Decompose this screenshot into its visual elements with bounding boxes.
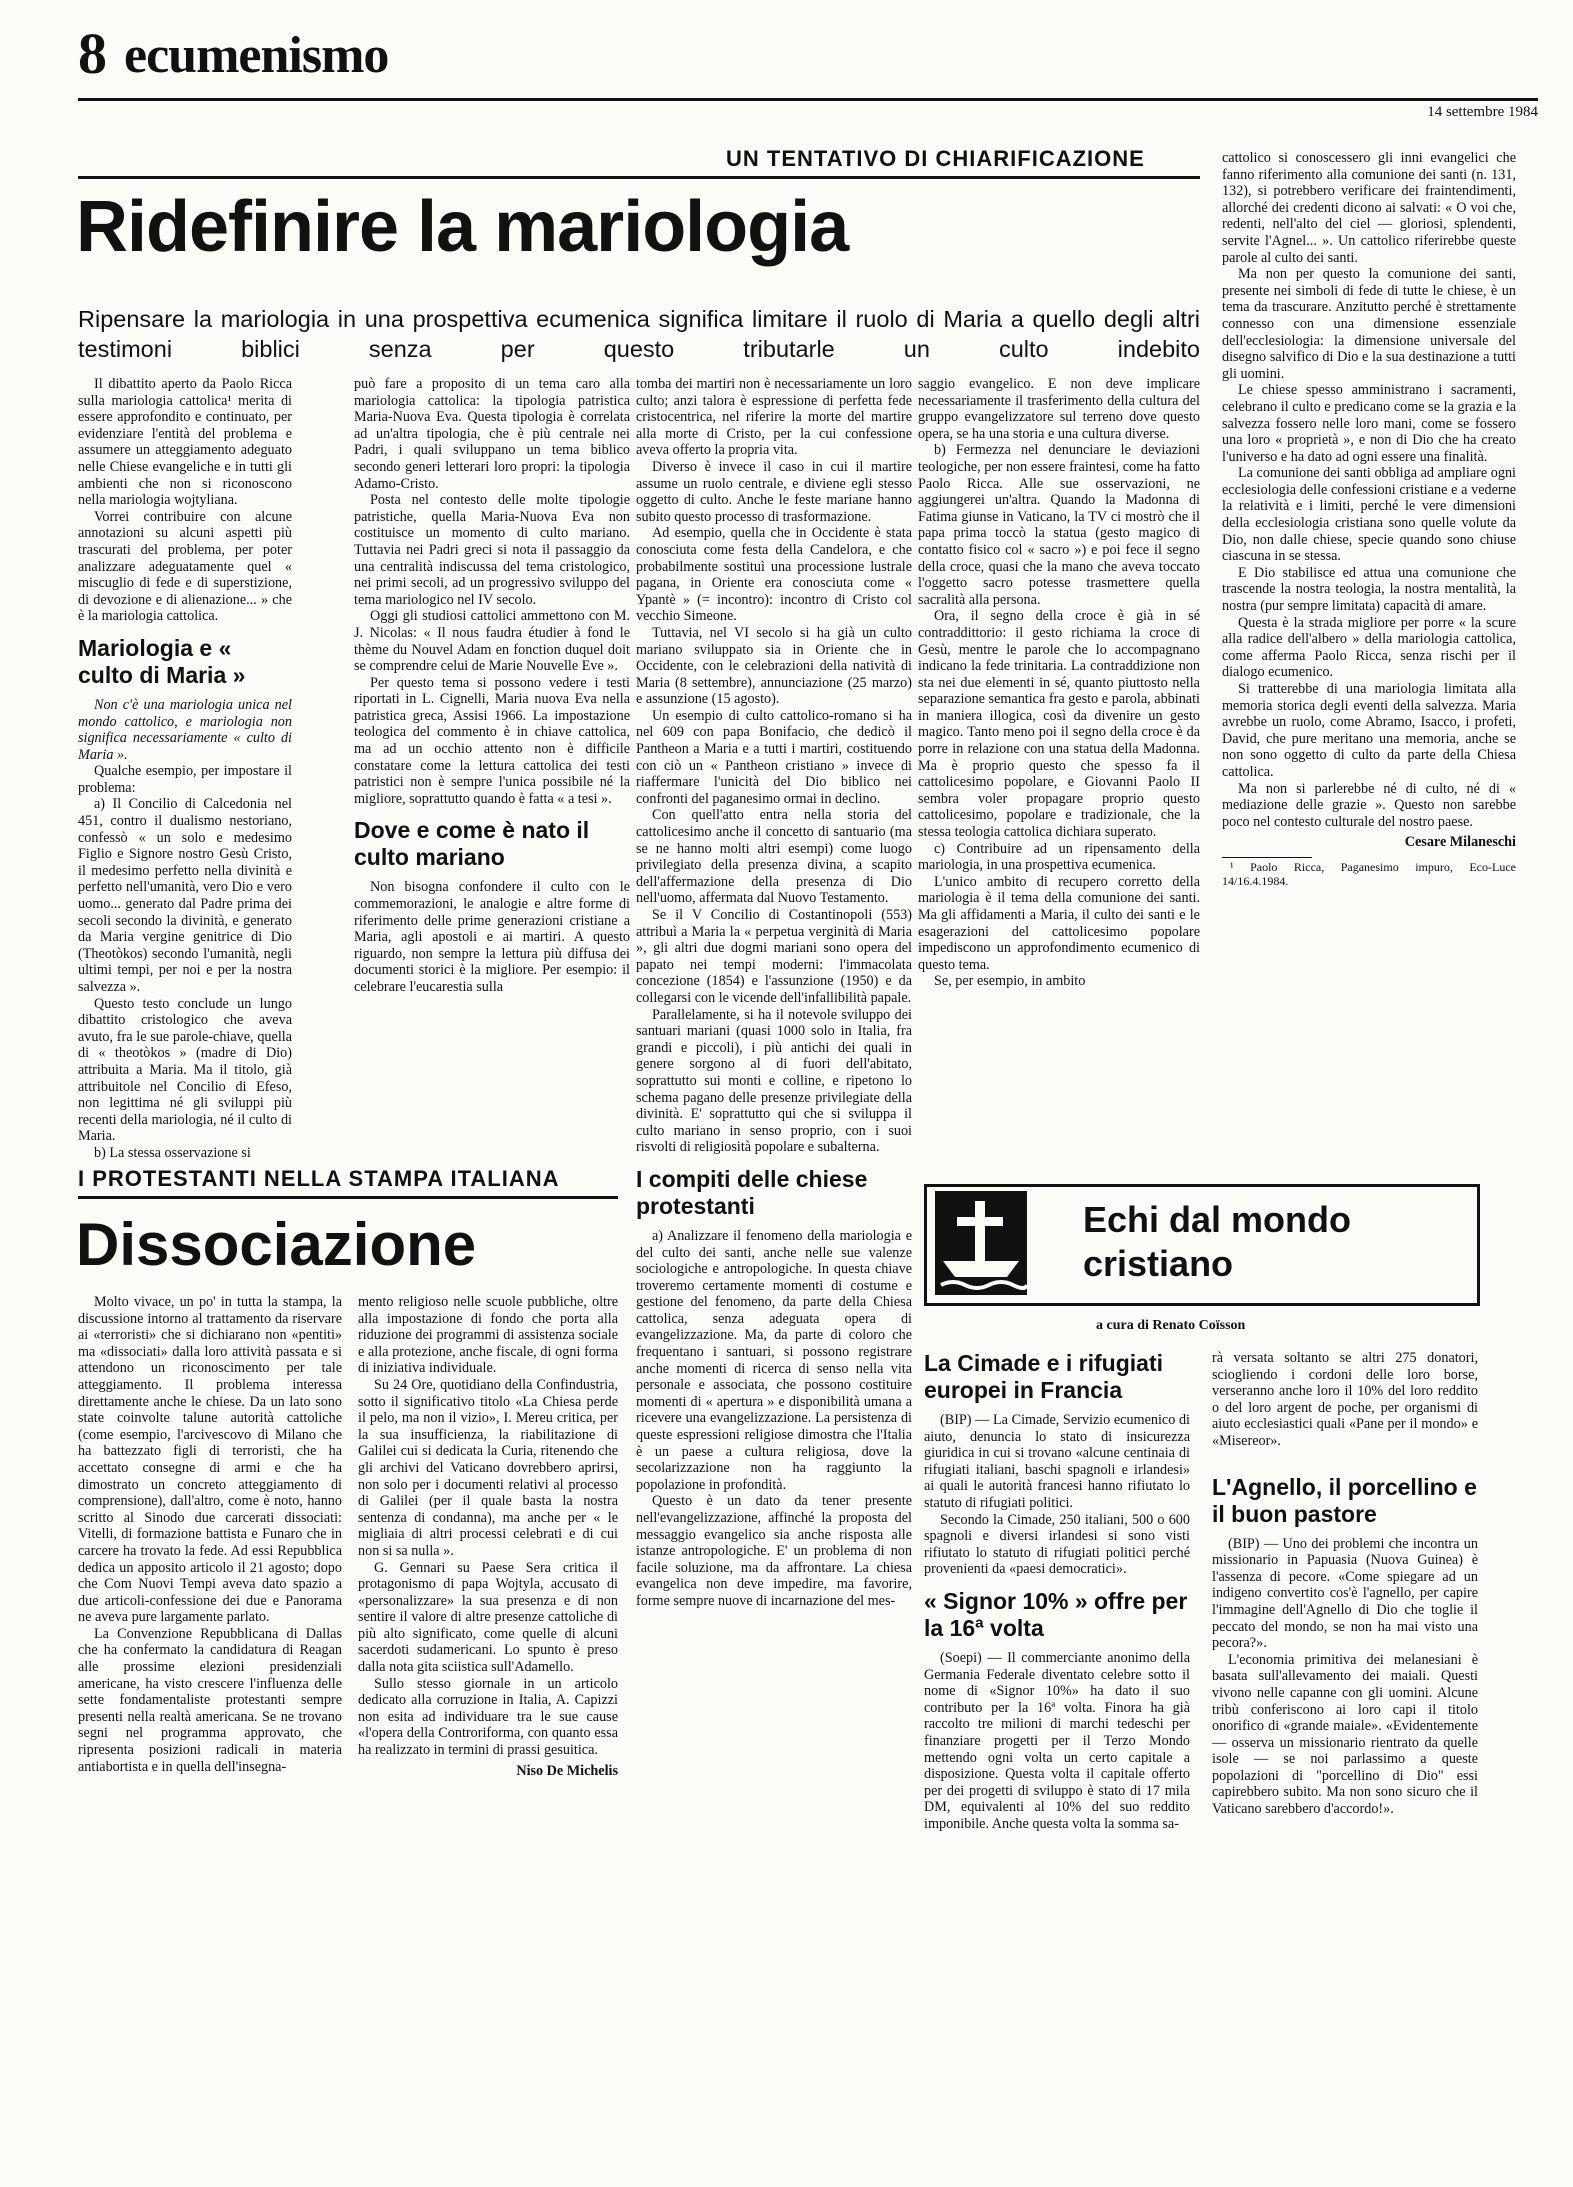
masthead-rule: [78, 98, 1538, 101]
paragraph: Con quell'atto entra nella storia del cattolicesimo anche il concetto di santuario (ma se ne hanno molti altri esempi) come luogo privilegiato della presenza divina, a scapito dell'affermazione della presenza di Dio nell'uomo, affermata dal Nuovo Testamento.: [636, 807, 912, 907]
paragraph: Ora, il segno della croce è già in sé contraddittorio: il gesto richiama la croce di Gesù, mentre le parole che lo accompagnano indicano la fede trinitaria. La contraddizione non sta nei due elementi in sé, quanto piuttosto nella separazione semantica fra gesto e parola, abbinati in maniera illogica, così da divenire un gesto magico. Tanto meno poi il segno della croce è da porre in relazione con una statua della Madonna. Ma è proprio questo che spesso fa il cattolicesimo popolare, e Giovanni Paolo II sembra voler propagare proprio questo cattolicesimo, popolare e tradizionale, che la stessa teologia cattolica dichiara superato.: [918, 608, 1200, 841]
article1-column-1: [78, 376, 292, 1276]
paragraph: Per questo tema si possono vedere i testi riportati in L. Cignelli, Maria nuova Eva nella patristica greca, Assisi 1966. La impostazione teologica del commento è in chiave cattolica, ma ad un occhio attento non è difficile constatare come la lettura cattolica dei testi patristici non è sempre l'unica possibile né la migliore, soprattutto quando è fatta « a tesi ».: [354, 674, 630, 807]
paragraph: L'economia primitiva dei melanesiani è basata sull'allevamento dei maiali. Questi vivono nelle capanne con gli uomini. Alcune tribù conferiscono ai loro capi il titolo onorifico di «grande maiale». «Evidentemente — osserva un missionario rientrato da quelle isole — se noi parlassimo a queste popolazioni di "porcellino di Dio" essi capirebbero subito. Ma non sono sicuro che il Vaticano sarebbero d'accordo!».: [1212, 1651, 1478, 1818]
article1-kicker: UN TENTATIVO DI CHIARIFICAZIONE: [726, 146, 1145, 171]
paragraph: Parallelamente, si ha il notevole sviluppo dei santuari mariani (quasi 1000 solo in Italia, fra grandi e piccoli), i più antichi dei quali in genere sorgono al di fuori dell'abitato, soprattutto sui monti e colline, e ripetono lo schema pagano delle presenze privilegiate della divinità. E' soprattutto qui che si sviluppa il culto mariano in senso proprio, con i suoi risvolti di religiosità popolare e subalterna.: [636, 1006, 912, 1156]
paragraph: La comunione dei santi obbliga ad ampliare ogni ecclesiologia delle confessioni cristiane e a vederne la relatività e i limiti, perché le vere dimensioni della ecclesiologia cristiana sono quelle volute da Dio, non dalle chiese, specie quando sono chiuse ciascuna in se stessa.: [1222, 465, 1516, 565]
page-number: 8: [78, 21, 107, 86]
paragraph: Secondo la Cimade, 250 italiani, 500 o 600 spagnoli e diversi irlandesi si sono visti rifiutato lo statuto di rifugiati politici perché provenienti da «paesi democratici».: [924, 1511, 1190, 1578]
article2-title: Dissociazione: [76, 1211, 477, 1278]
paragraph: Un esempio di culto cattolico-romano si ha nel 609 con papa Bonifacio, che dedicò il Pantheon a Maria e a tutti i martiri, costituendo con ciò un « Pantheon cristiano » invece di riaffermare l'unicità del Dio biblico nei confronti del paganesimo ormai in declino.: [636, 707, 912, 807]
story-title-cimade: La Cimade e i rifugiati europei in Francia: [924, 1350, 1163, 1403]
paragraph: Si tratterebbe di una mariologia limitata alla memoria storica degli eventi della salvezza. Maria avrebbe un ruolo, come Abramo, Isacco, i profeti, David, che pure meritano una memoria, anche se non sono oggetto di culto da parte della Chiesa cattolica.: [1222, 681, 1516, 780]
kicker-rule: [78, 176, 1200, 179]
paragraph: E Dio stabilisce ed attua una comunione che trascende la nostra teologia, la nostra mentalità, la nostra (pur sempre limitata) capacità di amare.: [1222, 564, 1516, 615]
paragraph: b) La stessa osservazione si: [94, 1144, 251, 1161]
issue-date: 14 settembre 1984: [1427, 104, 1538, 120]
paragraph: saggio evangelico. E non deve implicare necessariamente il trasferimento della cultura del gruppo evangelizzatore sul terreno dove questo opera, se ha una storia e una cultura diverse.: [918, 376, 1200, 442]
subheading-culto-mariano: Dove e come è nato il culto mariano: [354, 817, 590, 871]
paragraph: Le chiese spesso amministrano i sacramenti, celebrano il culto e predicano come se la grazia e la salvezza fossero nelle loro mani, come se fossero una loro « proprietà », e non di Dio che ha creato l'universo e ha dato ad ogni essere una finalità.: [1222, 382, 1516, 465]
article1-signature: Cesare Milaneschi: [1404, 834, 1516, 851]
story-title-agnello: L'Agnello, il porcellino e il buon pastore: [1212, 1473, 1477, 1527]
paragraph: Diverso è invece il caso in cui il martire assume un ruolo centrale, e diviene egli stesso oggetto di culto. Anche le feste mariane hanno subito questo processo di trasformazione.: [636, 458, 912, 525]
paragraph: cattolico si conoscessero gli inni evangelici che fanno riferimento alla comunione dei santi (n. 131, 132), si potrebbero verificare dei fraintendimenti, allorché dei credenti dicono ai salvati: « O voi che, redenti, nell'alto del ciel — gloriosi, splendenti, servite l'Agnel... ». Un cattolico riferirebbe queste parole al culto dei santi.: [1222, 150, 1516, 266]
paragraph: (Soepi) — Il commerciante anonimo della Germania Federale diventato celebre sotto il nome di «Signor 10%» ha dato il suo contributo per la 16ª volta. Finora ha già raccolto tre milioni di marchi tedeschi per finanziare progetti per il Terzo Mondo mettendo ogni volta un certo capitale a disposizione. Questa volta il capitale offerto per dei progetti di sviluppo è stato di 17 mila DM, equivalenti al 10% del suo reddito imponibile. Anche questa volta la somma sa-: [924, 1649, 1190, 1832]
paragraph: Vorrei contribuire con alcune annotazioni su alcuni aspetti più trascurati del problema, per poter analizzare adeguatamente quel « miscuglio di fede e di superstizione, di devozione e di alienazione... » che è la mariologia cattolica.: [78, 508, 292, 625]
paragraph: Non c'è una mariologia unica nel mondo cattolico, e mariologia non significa necessariamente « culto di Maria ».: [78, 696, 292, 763]
cross-boat-icon-svg: [935, 1191, 1027, 1295]
article2-signature: Niso De Michelis: [516, 1762, 618, 1779]
paragraph: può fare a proposito di un tema caro alla mariologia cattolica: la tipologia patristica Maria-Nuova Eva. Questa tipologia è correlata ad un'altra tipologia, che è più centrale nei Padri, i quali sviluppano un tema biblico secondo generi letterari loro propri: la tipologia Adamo-Cristo.: [354, 376, 630, 492]
paragraph: La Convenzione Repubblicana di Dallas che ha confermato la candidatura di Reagan alle prossime elezioni presidenziali americane, ha visto crescere l'influenza delle sette fondamentaliste protestanti sempre presenti nella realtà americana. Se ne trovano segni nel programma approvato, che ripresenta posizioni radicali in materia antiabortista e in quella dell'insegna-: [78, 1625, 342, 1775]
paragraph: Molto vivace, un po' in tutta la stampa, la discussione intorno al trattamento da riservare ai «terroristi» che si dichiarano non «pentiti» ma «dissociati» dalla loro attività passata e si attendono un riconoscimento per tale atteggiamento. Il problema interessa direttamente anche le chiese. Da un lato sono state coinvolte talune autorità cattoliche (come esempio, l'arcivescovo di Milano che ha battezzato figli di terroristi, che ha accettato consegne di armi e che ha dimostrato un concreto atteggiamento di comprensione), dall'altro, come è noto, hanno scritto al Sinodo due carcerati dissociati: Vitelli, di formazione battista e Funaro che in carcere ha trovato la fede. Ad essi Repubblica dedica un apposito articolo il 21 agosto; dopo che Com Nuovi Tempi aveva dato spazio a due articoli-confessione dei due e Panorama ne aveva pure largamente parlato.: [78, 1294, 342, 1626]
article2-kicker: I PROTESTANTI NELLA STAMPA ITALIANA: [78, 1166, 560, 1191]
paragraph: rà versata soltanto se altri 275 donatori, sciogliendo i cordoni delle loro borse, verseranno anche loro il 10% del loro reddito o del loro argent de poche, per organismi di aiuto ecclesiastici quali «Pane per il mondo» e «Misereor».: [1212, 1350, 1478, 1449]
article1-column-3: [636, 376, 912, 2176]
paragraph: tomba dei martiri non è necessariamente un loro culto; anzi talora è espressione di perfetta fede cristocentrica, nel riferire la morte del martire alla morte di Cristo, per la cui confessione aveva offerto la propria vita.: [636, 376, 912, 459]
paragraph: Se il V Concilio di Costantinopoli (553) attribuì a Maria la « perpetua verginità di Maria », gli altri due dogmi mariani sono opera del papato nei tempi moderni: l'immacolata concezione (1854) e l'assunzione (1950) e da collegarsi con le vicende dell'infallibilità papale.: [636, 907, 912, 1006]
subheading-mariologia: Mariologia e « culto di Maria »: [78, 634, 246, 688]
paragraph: a) Il Concilio di Calcedonia nel 451, contro il dualismo nestoriano, confessò « un solo e medesimo Figlio e Signore nostro Gesù Cristo, il medesimo perfetto nella divinità e perfetto nell'umanità, vero Dio e vero uomo... generato dal Padre prima dei secoli secondo la divinità, e generato da Maria vergine genitrice di Dio (Theotòkos) secondo l'umanità, negli ultimi tempi, per noi e per la nostra salvezza ».: [78, 796, 292, 995]
paragraph: (BIP) — Uno dei problemi che incontra un missionario in Papuasia (Nuova Guinea) è l'assenza di pecore. «Come spiegare ad un indigeno convertito cos'è l'agnello, per capire l'immagine dell'Agnello di Dio che toglie il peccato del mondo, se non ha mai visto una pecora?».: [1212, 1535, 1478, 1652]
article1-column-5: [1222, 150, 1516, 1150]
echi-title-line2: cristiano: [1083, 1243, 1234, 1284]
article2-rule: [78, 1196, 618, 1199]
cross-boat-icon: [935, 1191, 1027, 1295]
article1-standfirst: Ripensare la mariologia in una prospettiva ecumenica significa limitare il ruolo di Maria a quello degli altri testimoni biblici senza per questo tributarle un culto indebito: [78, 306, 1200, 362]
paragraph: mento religioso nelle scuole pubbliche, oltre alla impostazione di fondo che porta alla riduzione dei programmi di assistenza sociale e alla protezione, anche fiscale, di ogni forma di iniziativa individuale.: [358, 1294, 618, 1377]
echi-credit: a cura di Renato Coïsson: [1096, 1318, 1246, 1333]
story-title-signor-10: « Signor 10% » offre per la 16ª volta: [924, 1587, 1188, 1641]
paragraph: Qualche esempio, per impostare il problema:: [78, 763, 292, 796]
article2-column-2: [358, 1294, 618, 2174]
paragraph: Sullo stesso giornale in un articolo dedicato alla corruzione in Italia, A. Capizzi non esita ad individuare tra le sue cause «l'opera della Controriforma, con quanto essa ha realizzato in termini di prassi gesuitica.: [358, 1675, 618, 1759]
article1-title: Ridefinire la mariologia: [76, 187, 849, 267]
article2-column-1: [78, 1294, 342, 2174]
paragraph: G. Gennari su Paese Sera critica il protagonismo di papa Wojtyla, accusato di «personalizzare» la sua presenza e di non sentire il valore di altre presenze cattoliche di più alto significato, come quelle di alcuni sacerdoti sudamericani. Lo spunto è preso dalla nota gita sciistica sull'Adamello.: [358, 1559, 618, 1676]
footnote-rule: [1222, 857, 1312, 858]
echi-column-2: [1212, 1350, 1478, 2170]
paragraph: Se, per esempio, in ambito: [934, 973, 1086, 990]
paragraph: Ma non per questo la comunione dei santi, presente nei simboli di fede di tutte le chiese, è un tema da trascurare. Anzitutto perché è strettamente connesso con una dimensione essenziale dell'ecclesiologia: la dimensione universale del disegno salvifico di Dio e la sua destinazione a tutti gli uomini.: [1222, 266, 1516, 382]
article1-column-2: [354, 376, 630, 1276]
echi-column-1: [924, 1350, 1190, 2170]
paragraph: (BIP) — La Cimade, Servizio ecumenico di aiuto, denuncia lo stato di insicurezza giuridica in cui si trovano «alcune centinaia di rifugiati italiani, baschi spagnoli e irlandesi» ai quali le autorità francesi hanno rifiutato lo statuto di rifugiati politici.: [924, 1412, 1190, 1511]
paragraph: Questo è un dato da tener presente nell'evangelizzazione, affinché la proposta del messaggio evangelico sia anche risposta alle istanze antropologiche. E' un problema di non facile soluzione, ma da affrontare. La chiesa evangelica non deve impedire, ma favorire, forme sempre nuove di incarnazione del mes-: [636, 1493, 912, 1609]
echi-header-box: [924, 1184, 1480, 1306]
paragraph: b) Fermezza nel denunciare le deviazioni teologiche, per non essere fraintesi, come ha fatto Paolo Ricca. Alle sue osservazioni, ne aggiungerei un'altra. Quando la Madonna di Fatima giunse in Vaticano, la TV ci mostrò che il papa prima toccò la statua (gesto magico di contatto fisico col « sacro ») e poi fece il segno della croce, quasi che la mano che aveva toccato l'oggetto sacro potesse trasmettere quella sacralità alla persona.: [918, 442, 1200, 608]
paragraph: Questo testo conclude un lungo dibattito cristologico che aveva avuto, fra le sue parole-chiave, quella di « theotòkos » (madre di Dio) attribuita a Maria. Ma il titolo, già attribuitole nel Concilio di Efeso, non legittima né gli sviluppi più recenti della mariologia, né il culto di Maria.: [78, 995, 292, 1145]
paragraph: Il dibattito aperto da Paolo Ricca sulla mariologia cattolica¹ merita di essere approfondito e continuato, per evidenziare l'entità del problema e assumere un atteggiamento adeguato nelle Chiese evangeliche e in tutti gli ambienti che non si riconoscono nella mariologia wojtyliana.: [78, 376, 292, 509]
paragraph: Su 24 Ore, quotidiano della Confindustria, sotto il significativo titolo «La Chiesa perde il pelo, ma non il vizio», I. Mereu critica, per la sua insufficienza, la riabilitazione di Galilei cui si dedicata la Curia, ritenendo che gli archivi del Vaticano dovrebbero aprirsi, non solo per i documenti relativi al processo di Galilei (per il quale basta la nostra sentenza di condanna), ma anche per « le migliaia di altri processi celebrati e di cui non si sa nulla ».: [358, 1376, 618, 1559]
paragraph: Tuttavia, nel VI secolo si ha già un culto mariano sviluppato sia in Oriente che in Occidente, con le celebrazioni della natività di Maria (8 settembre), annunciazione (25 marzo) e assunzione (15 agosto).: [636, 624, 912, 708]
paragraph: Ad esempio, quella che in Occidente è stata conosciuta come festa della Candelora, e che probabilmente sostituì una processione lustrale pagana, in Oriente era conosciuta come « Ypantè » (= incontro): incontro di Cristo col vecchio Simeone.: [636, 525, 912, 625]
paragraph: a) Analizzare il fenomeno della mariologia e del culto dei santi, anche nelle sue valenze sociologiche e antropologiche. In questa chiave troveremo certamente momenti di costume e gestione del fenomeno, da parte della Chiesa cattolica, senza adeguata opera di evangelizzazione. Ma, da parte di coloro che frequentano i santuari, si possono registrare anche momenti di ricerca di senso nella vita personale e associata, che possono costituire momenti di « apertura » e disponibilità umana a ricevere una evangelizzazione. La persistenza di queste espressioni religiose dimostra che l'Italia è un paese a cultura religiosa, dove la secolarizzazione non ha raggiunto la popolazione in profondità.: [636, 1227, 912, 1493]
paragraph: Oggi gli studiosi cattolici ammettono con M. J. Nicolas: « Il nous faudra étudier à fond le thème du Nouvel Adam en fonction duquel doit se comprendre celui de Marie Nouvelle Eve ».: [354, 608, 630, 675]
subheading-compiti: I compiti delle chiese protestanti: [636, 1165, 868, 1219]
section-title: ecumenismo: [124, 27, 389, 84]
paragraph: Non bisogna confondere il culto con le commemorazioni, le analogie e altre forme di riferimento delle prime generazioni cristiane a Maria, agli apostoli e ai martiri. A questo riguardo, non sempre la lettura più diffusa dei documenti storici è la migliore. Per esempio: il celebrare l'eucarestia sulla: [354, 879, 630, 995]
footnote: ¹ Paolo Ricca, Paganesimo impuro, Eco-Luce 14/16.4.1984.: [1222, 859, 1516, 888]
masthead: [78, 18, 1538, 118]
paragraph: Ma non si parlerebbe né di culto, né di « mediazione delle grazie ». Questo non sarebbe poco nel contesto culturale del nostro paese.: [1222, 780, 1516, 830]
echi-title-line1: Echi dal mondo: [1083, 1199, 1352, 1240]
paragraph: Questa è la strada migliore per porre « la scure alla radice dell'albero » della mariologia cattolica, come afferma Paolo Ricca, senza rischi per il dialogo ecumenico.: [1222, 614, 1516, 681]
paragraph: Posta nel contesto delle molte tipologie patristiche, quella Maria-Nuova Eva non costituisce un momento di culto mariano. Tuttavia nei Padri greci si nota il passaggio da una centralità indiscussa del tema cristologico, nei primi secoli, ad un progressivo sviluppo del tema mariologico nel IV secolo.: [354, 492, 630, 608]
paragraph: c) Contribuire ad un ripensamento della mariologia, in una prospettiva ecumenica.: [918, 840, 1200, 874]
paragraph: L'unico ambito di recupero corretto della mariologia è il tema della comunione dei santi. Ma gli affidamenti a Maria, il culto dei santi e le esagerazioni del cattolicesimo popolare impediscono un approfondimento ecumenico di questo tema.: [918, 873, 1200, 973]
